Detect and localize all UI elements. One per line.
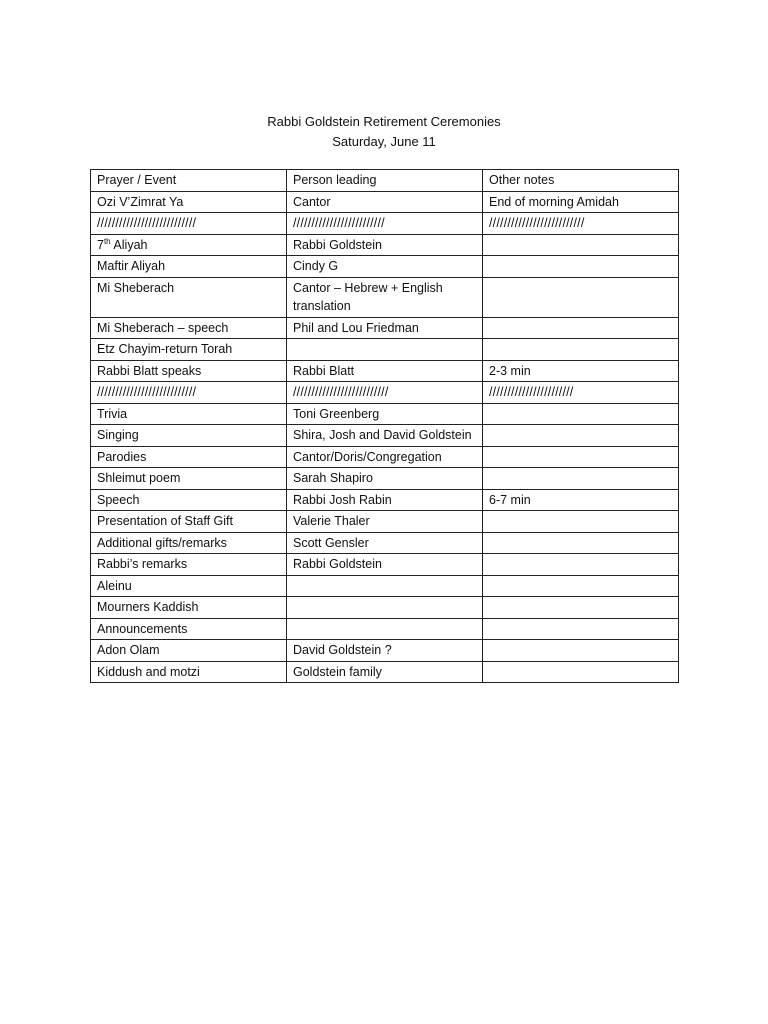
leader-cell: Cantor/Doris/Congregation — [287, 446, 483, 468]
leader-cell: David Goldstein ? — [287, 640, 483, 662]
table-row — [91, 256, 679, 278]
event-cell: Maftir Aliyah — [91, 256, 287, 278]
table-row — [91, 317, 679, 339]
ceremony-schedule-table — [90, 169, 679, 683]
notes-cell — [483, 256, 679, 278]
table-row — [91, 468, 679, 490]
event-cell: Rabbi’s remarks — [91, 554, 287, 576]
leader-cell: Rabbi Goldstein — [287, 234, 483, 256]
event-cell: Mi Sheberach – speech — [91, 317, 287, 339]
table-row — [91, 277, 679, 317]
notes-cell — [483, 532, 679, 554]
event-cell: Shleimut poem — [91, 468, 287, 490]
separator-cell: ////////////////////////// — [483, 213, 679, 235]
table-header-row — [91, 170, 679, 192]
event-cell: Rabbi Blatt speaks — [91, 360, 287, 382]
leader-cell — [287, 597, 483, 619]
leader-cell — [287, 618, 483, 640]
aliyah-number: 7 — [97, 237, 104, 252]
event-cell: Kiddush and motzi — [91, 661, 287, 683]
leader-cell: Rabbi Blatt — [287, 360, 483, 382]
notes-cell — [483, 468, 679, 490]
document-date: Saturday, June 11 — [332, 134, 436, 149]
separator-cell: /////////////////////////// — [91, 382, 287, 404]
table-row — [91, 425, 679, 447]
table-row — [91, 597, 679, 619]
event-cell: Additional gifts/remarks — [91, 532, 287, 554]
table-row — [91, 511, 679, 533]
leader-cell: Cindy G — [287, 256, 483, 278]
notes-cell — [483, 403, 679, 425]
notes-cell — [483, 277, 679, 317]
separator-row — [91, 382, 679, 404]
leader-cell: Cantor – Hebrew + English translation — [287, 277, 483, 317]
notes-cell — [483, 661, 679, 683]
table-row — [91, 575, 679, 597]
event-cell: Trivia — [91, 403, 287, 425]
event-cell: Presentation of Staff Gift — [91, 511, 287, 533]
document-header — [0, 112, 768, 152]
leader-cell: Rabbi Goldstein — [287, 554, 483, 576]
separator-cell: ///////////////////////// — [287, 213, 483, 235]
notes-cell — [483, 234, 679, 256]
table-row — [91, 554, 679, 576]
leader-cell: Goldstein family — [287, 661, 483, 683]
event-cell: Etz Chayim-return Torah — [91, 339, 287, 361]
table-row — [91, 360, 679, 382]
notes-cell — [483, 554, 679, 576]
notes-cell — [483, 317, 679, 339]
event-cell: Ozi V’Zimrat Ya — [91, 191, 287, 213]
table-row — [91, 532, 679, 554]
leader-cell: Cantor — [287, 191, 483, 213]
notes-cell — [483, 640, 679, 662]
event-cell: Aleinu — [91, 575, 287, 597]
notes-cell — [483, 511, 679, 533]
table-row — [91, 661, 679, 683]
table-row — [91, 489, 679, 511]
event-cell: Announcements — [91, 618, 287, 640]
leader-cell — [287, 575, 483, 597]
notes-cell: End of morning Amidah — [483, 191, 679, 213]
table-row — [91, 618, 679, 640]
leader-cell: Toni Greenberg — [287, 403, 483, 425]
leader-cell: Phil and Lou Friedman — [287, 317, 483, 339]
leader-cell: Scott Gensler — [287, 532, 483, 554]
separator-row — [91, 213, 679, 235]
table-row — [91, 234, 679, 256]
event-cell: Parodies — [91, 446, 287, 468]
table-row — [91, 339, 679, 361]
aliyah-label: Aliyah — [113, 237, 148, 252]
leader-cell: Rabbi Josh Rabin — [287, 489, 483, 511]
column-header-prayer-event: Prayer / Event — [91, 170, 287, 192]
notes-cell — [483, 339, 679, 361]
event-cell: Speech — [91, 489, 287, 511]
leader-cell: Valerie Thaler — [287, 511, 483, 533]
notes-cell — [483, 425, 679, 447]
column-header-person-leading: Person leading — [287, 170, 483, 192]
notes-cell — [483, 446, 679, 468]
notes-cell: 2-3 min — [483, 360, 679, 382]
leader-cell — [287, 339, 483, 361]
event-cell: Singing — [91, 425, 287, 447]
table-row — [91, 403, 679, 425]
notes-cell: 6-7 min — [483, 489, 679, 511]
separator-cell: /////////////////////////// — [91, 213, 287, 235]
notes-cell — [483, 575, 679, 597]
event-cell: Mourners Kaddish — [91, 597, 287, 619]
table-row — [91, 191, 679, 213]
table-row — [91, 640, 679, 662]
event-cell: Adon Olam — [91, 640, 287, 662]
document-title: Rabbi Goldstein Retirement Ceremonies — [267, 114, 501, 129]
event-cell: Mi Sheberach — [91, 277, 287, 317]
notes-cell — [483, 597, 679, 619]
notes-cell — [483, 618, 679, 640]
leader-cell: Shira, Josh and David Goldstein — [287, 425, 483, 447]
table-row — [91, 446, 679, 468]
separator-cell: ////////////////////////// — [287, 382, 483, 404]
column-header-other-notes: Other notes — [483, 170, 679, 192]
event-cell — [91, 234, 287, 256]
leader-cell: Sarah Shapiro — [287, 468, 483, 490]
aliyah-ordinal-suffix: th — [103, 236, 111, 246]
separator-cell: /////////////////////// — [483, 382, 679, 404]
